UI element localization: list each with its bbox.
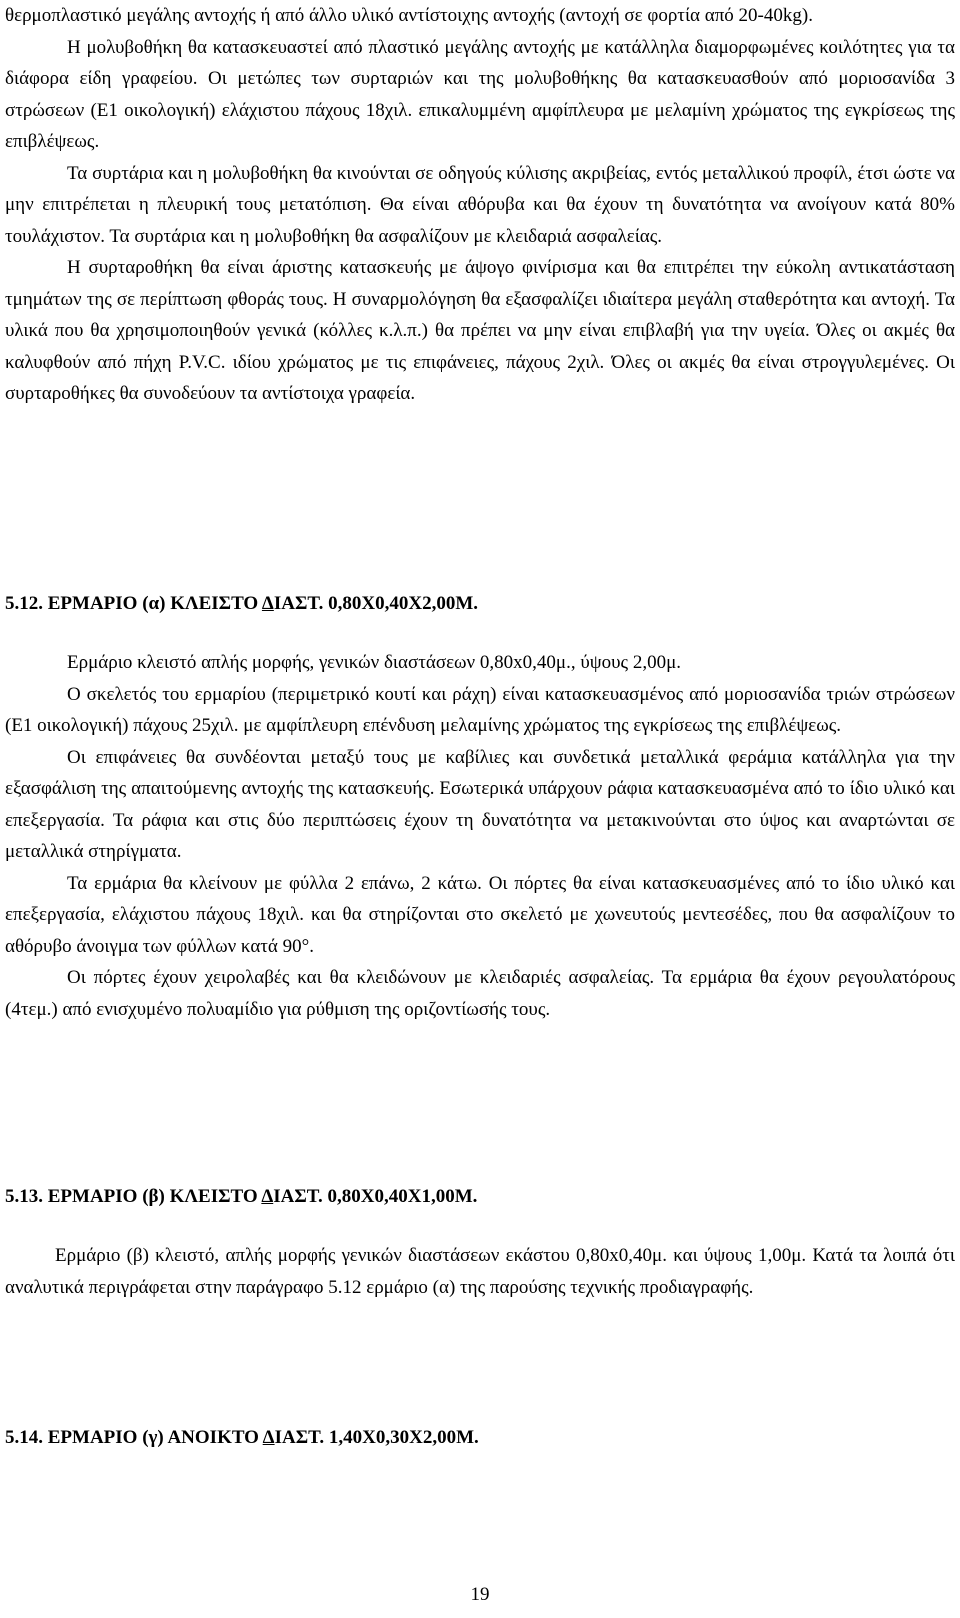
paragraph-drawer-rails: Τα συρτάρια και η μολυβοθήκη θα κινούνται σε οδηγούς κύλισης ακριβείας, εντός μεταλλικού προφίλ, έτσι ώστε να μην επιτρέπεται η πλευρική τους μετατόπιση. Θα είναι αθόρυβα και θα έχουν τη δυνατότητα να ανοίγουν κατά 80% τουλάχιστον. Τα συρτάρια και η μολυβοθήκη θα ασφαλίζουν με κλειδαριά ασφαλείας. [5, 162, 955, 247]
heading-5-13 [5, 1183, 955, 1211]
paragraph-cabinet-frame: Ο σκελετός του ερμαρίου (περιμετρικό κουτί και ράχη) είναι κατασκευασμένος από μοριοσανίδα τριών στρώσεων (Ε1 οικολογική) πάχους 25χιλ. με αμφίπλευρη επένδυση μελαμίνης χρώματος της εγκρίσεως της επιβλέψεως. [5, 683, 955, 736]
page-number: 19 [470, 1584, 490, 1605]
heading-5-12-underlined: Δ [261, 593, 274, 614]
paragraph-cabinet-surfaces: Οι επιφάνειες θα συνδέονται μεταξύ τους με καβίλιες και συνδετικά μεταλλικά φεράμια κατάλληλα για την εξασφάλιση της απαιτούμενης αντοχής της κατασκευής. Εσωτερικά υπάρχουν ράφια κατασκευασμένα από το ίδιο υλικό και επεξεργασία. Τα ράφια και στις δύο περιπτώσεις έχουν τη δυνατότητα να μετακινούνται στο ύψος και αναρτώνται σε μεταλλικά στηρίγματα. [5, 746, 955, 862]
heading-5-14-underlined: Δ [262, 1427, 275, 1448]
paragraph-cabinet-handles: Οι πόρτες έχουν χειρολαβές και θα κλειδώνουν με κλειδαριές ασφαλείας. Τα ερμάρια θα έχουν ρεγουλατόρους (4τεμ.) από ενισχυμένο πολυαμίδιο για ρύθμιση της οριζοντίωσής τους. [5, 967, 955, 1020]
paragraph-construction-quality: Η συρταροθήκη θα είναι άριστης κατασκευής με άψογο φινίρισμα και θα επιτρέπει την εύκολη αντικατάσταση τμημάτων της σε περίπτωση φθοράς τους. Η συναρμολόγηση θα εξασφαλίζει ιδιαίτερα μεγάλη σταθερότητα και αντοχή. Τα υλικά που θα χρησιμοποιηθούν γενικά (κόλλες κ.λ.π.) θα πρέπει να μην είναι επιβλαβή για την υγεία. Όλες οι ακμές θα καλυφθούν από πήχη P.V.C. ιδίου χρώματος με τις επιφάνειες, πάχους 2χιλ. Όλες οι ακμές θα είναι στρογγυλεμένες. Οι συρταροθήκες θα συνοδεύουν τα αντίστοιχα γραφεία. [5, 257, 955, 404]
heading-5-14-text: 5.14. ΕΡΜΑΡΙΟ (γ) ΑΝΟΙΚΤΟ [5, 1427, 263, 1448]
paragraph-continuation: θερμοπλαστικό μεγάλης αντοχής ή από άλλο υλικό αντίστοιχης αντοχής (αντοχή σε φορτία από 20-40kg). [5, 5, 813, 26]
paragraph-pencil-case: Η μολυβοθήκη θα κατασκευαστεί από πλαστικό μεγάλης αντοχής με κατάλληλα διαμορφωμένες κοιλότητες για τα διάφορα είδη γραφείου. Οι μετώπες των συρταριών και της μολυβοθήκης θα κατασκευασθούν από μοριοσανίδα 3 στρώσεων (Ε1 οικολογική) ελάχιστου πάχους 18χιλ. επικαλυμμένη αμφίπλευρα με μελαμίνη χρώματος της εγκρίσεως της επιβλέψεως. [5, 36, 955, 152]
paragraph-cabinet-b: Ερμάριο (β) κλειστό, απλής μορφής γενικών διαστάσεων εκάστου 0,80x0,40μ. και ύψους 1,00μ. Κατά τα λοιπά ότι αναλυτικά περιγράφεται στην παράγραφο 5.12 ερμάριο (α) της παρούσης τεχνικής προδιαγραφής. [5, 1245, 955, 1298]
section-cabinet-b [5, 1240, 955, 1303]
paragraph-cabinet-dimensions: Ερμάριο κλειστό απλής μορφής, γενικών διαστάσεων 0,80x0,40μ., ύψους 2,00μ. [67, 652, 682, 673]
paragraph-cabinet-doors: Τα ερμάρια θα κλείνουν με φύλλα 2 επάνω, 2 κάτω. Οι πόρτες θα είναι κατασκευασμένες από το ίδιο υλικό και επεξεργασία, ελάχιστου πάχους 18χιλ. και θα στηρίζονται στο σκελετό με χωνευτούς μεντεσέδες, που θα ασφαλίζουν το αθόρυβο άνοιγμα των φύλλων κατά 90°. [5, 872, 955, 957]
heading-5-13-underlined: Δ [261, 1186, 274, 1207]
heading-5-12-rest: ΙΑΣΤ. 0,80Χ0,40Χ2,00Μ. [273, 593, 479, 614]
section-cabinet-a [5, 647, 955, 1025]
heading-5-13-text: 5.13. ΕΡΜΑΡΙΟ (β) ΚΛΕΙΣΤΟ [5, 1186, 262, 1207]
section-drawer-unit-text [5, 0, 955, 410]
heading-5-13-rest: ΙΑΣΤ. 0,80Χ0,40Χ1,00Μ. [273, 1186, 478, 1207]
heading-5-14 [5, 1424, 955, 1452]
heading-5-12 [5, 590, 955, 618]
heading-5-14-rest: ΙΑΣΤ. 1,40Χ0,30Χ2,00Μ. [274, 1427, 479, 1448]
heading-5-12-text: 5.12. ΕΡΜΑΡΙΟ (α) ΚΛΕΙΣΤΟ [5, 593, 262, 614]
